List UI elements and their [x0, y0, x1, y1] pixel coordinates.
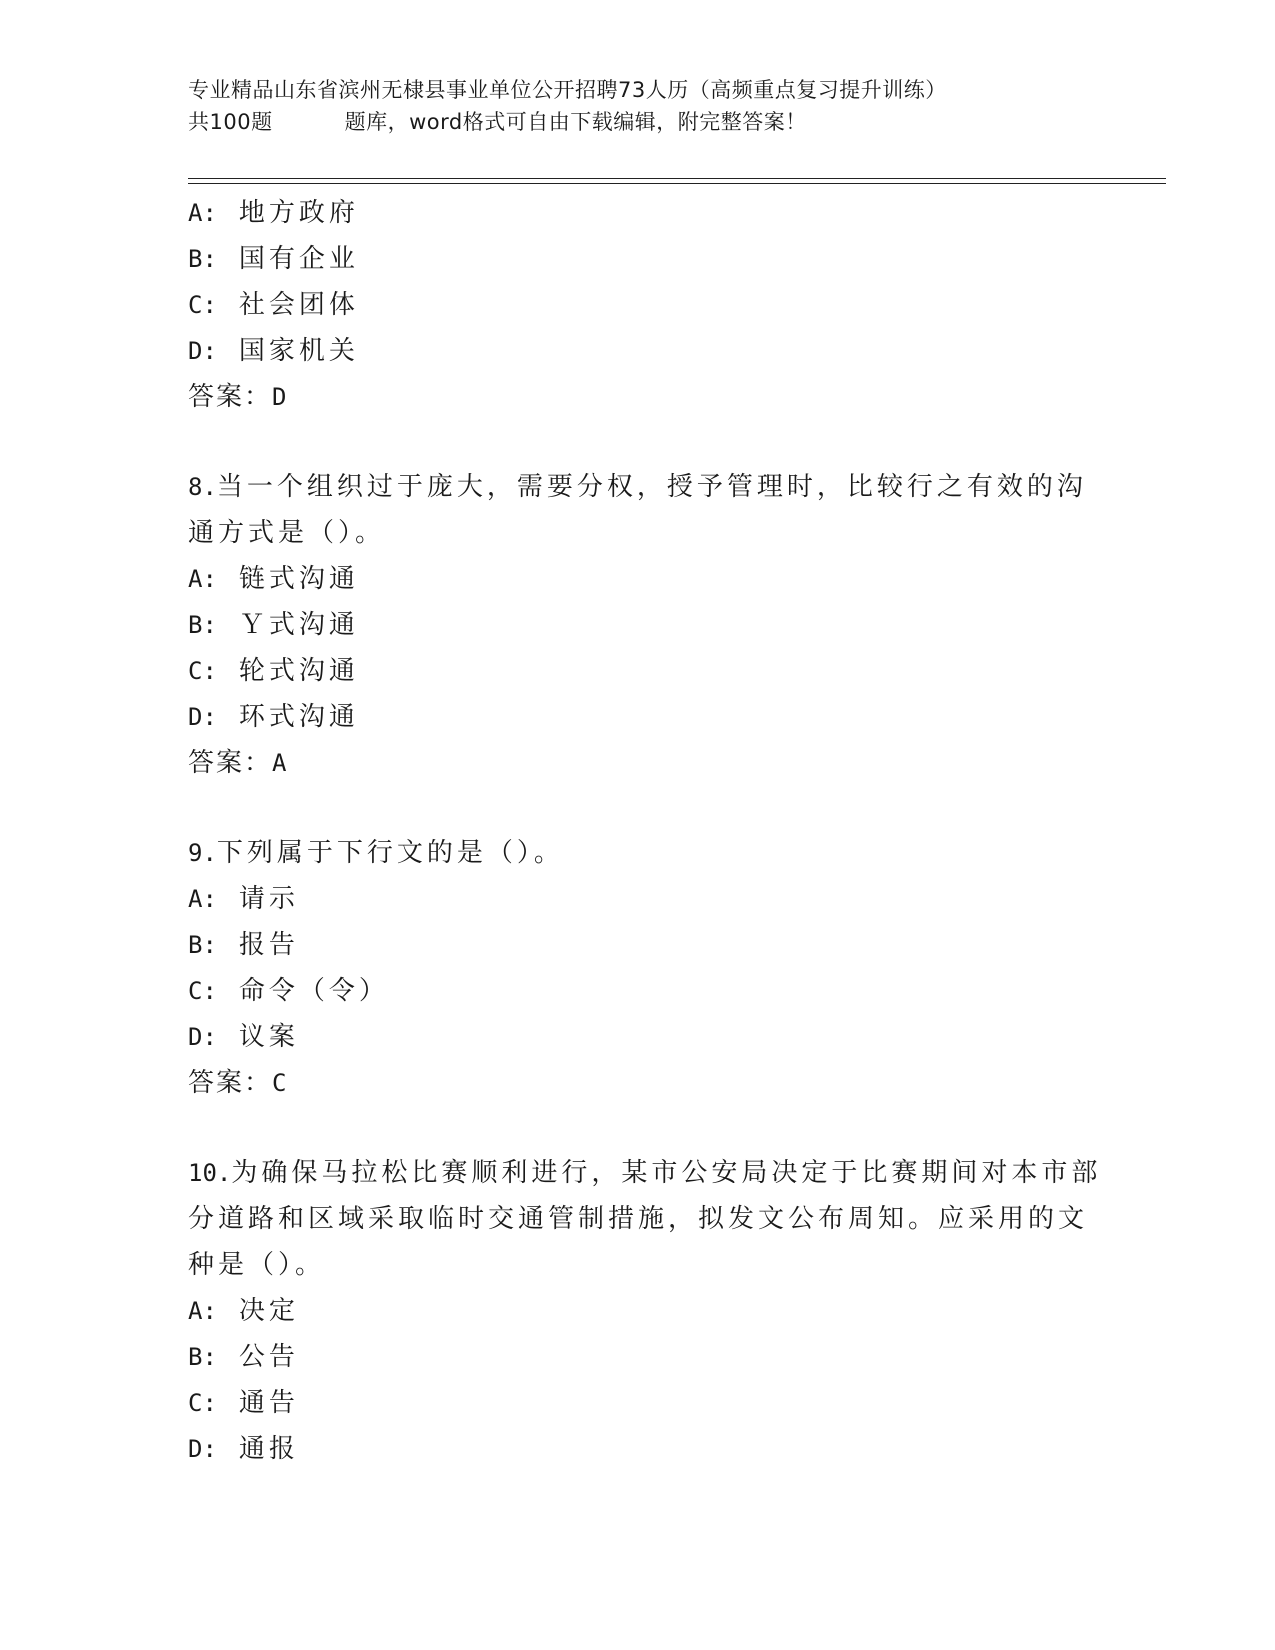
- option-letter: B:: [188, 611, 217, 639]
- answer-label: 答案：: [188, 382, 273, 412]
- option-c: [188, 968, 1088, 1014]
- header-subtitle-line: [188, 106, 1168, 138]
- option-d: [188, 328, 1088, 374]
- option-letter: A:: [188, 885, 217, 913]
- question-number: 8.: [188, 473, 217, 501]
- header-title-line: 专业精品山东省滨州无棣县事业单位公开招聘73人历（高频重点复习提升训练）: [188, 78, 947, 102]
- question-number: 10.: [188, 1159, 232, 1187]
- option-d: [188, 1014, 1088, 1060]
- answer-label: 答案：: [188, 748, 273, 778]
- answer-line: [188, 374, 1088, 420]
- option-a: [188, 876, 1088, 922]
- option-letter: C:: [188, 977, 217, 1005]
- question-number: 9.: [188, 839, 217, 867]
- option-text: 地方政府: [238, 198, 359, 228]
- option-text: Ｙ式沟通: [238, 610, 359, 640]
- option-letter: B:: [188, 1343, 217, 1371]
- answer-label: 答案：: [188, 1068, 273, 1098]
- question-stem-text: 为确保马拉松比赛顺利进行，某市公安局决定于比赛期间对本市部: [231, 1158, 1102, 1188]
- answer-line: [188, 1060, 1088, 1106]
- option-text: 通告: [238, 1388, 299, 1418]
- question-stem: [188, 464, 1088, 510]
- option-b: [188, 236, 1088, 282]
- option-a: [188, 190, 1088, 236]
- question-stem: [188, 1150, 1102, 1196]
- question-stem-continued: 分道路和区域采取临时交通管制措施，拟发文公布周知。应采用的文: [188, 1204, 1089, 1234]
- option-letter: C:: [188, 657, 217, 685]
- document-header: [188, 74, 1168, 138]
- option-text: 环式沟通: [238, 702, 359, 732]
- option-text: 链式沟通: [238, 564, 359, 594]
- header-question-count: 共100题: [188, 110, 273, 134]
- option-letter: D:: [188, 1023, 217, 1051]
- option-d: [188, 694, 1088, 740]
- option-letter: A:: [188, 1297, 217, 1325]
- option-b: [188, 602, 1088, 648]
- option-a: [188, 1288, 1088, 1334]
- question-stem-text: 下列属于下行文的是（）。: [216, 838, 564, 868]
- question-stem: [188, 830, 1088, 876]
- option-text: 国有企业: [238, 244, 359, 274]
- option-text: 轮式沟通: [238, 656, 359, 686]
- option-text: 报告: [238, 930, 299, 960]
- option-c: [188, 1380, 1088, 1426]
- option-text: 通报: [238, 1434, 299, 1464]
- option-letter: B:: [188, 931, 217, 959]
- option-letter: C:: [188, 1389, 217, 1417]
- answer-value: D: [272, 383, 289, 411]
- option-text: 决定: [238, 1296, 299, 1326]
- option-c: [188, 282, 1088, 328]
- option-d: [188, 1426, 1088, 1472]
- header-divider-top: [188, 178, 1166, 179]
- answer-line: [188, 740, 1088, 786]
- option-letter: B:: [188, 245, 217, 273]
- option-letter: D:: [188, 703, 217, 731]
- question-block-10: [188, 1150, 1102, 1472]
- option-text: 公告: [238, 1342, 299, 1372]
- question-stem-continued: 种是（）。: [188, 1250, 326, 1280]
- option-text: 议案: [238, 1022, 299, 1052]
- option-letter: A:: [188, 199, 217, 227]
- option-a: [188, 556, 1088, 602]
- option-text: 国家机关: [238, 336, 359, 366]
- option-b: [188, 1334, 1088, 1380]
- option-letter: D:: [188, 337, 217, 365]
- question-list: [188, 190, 1102, 1472]
- answer-value: A: [272, 749, 289, 777]
- question-block-9: [188, 830, 1088, 1106]
- question-block-8: [188, 464, 1088, 786]
- header-divider-bottom: [188, 183, 1166, 184]
- question-block-7: [188, 190, 1088, 420]
- option-letter: A:: [188, 565, 217, 593]
- question-stem-text: 当一个组织过于庞大，需要分权，授予管理时，比较行之有效的沟: [216, 472, 1087, 502]
- question-stem-continued: 通方式是（）。: [188, 518, 386, 548]
- header-format-note: 题库，word格式可自由下载编辑，附完整答案！: [344, 110, 807, 134]
- option-b: [188, 922, 1088, 968]
- option-letter: D:: [188, 1435, 217, 1463]
- option-letter: C:: [188, 291, 217, 319]
- option-text: 请示: [238, 884, 299, 914]
- answer-value: C: [272, 1069, 289, 1097]
- option-c: [188, 648, 1088, 694]
- option-text: 命令（令）: [238, 976, 389, 1006]
- option-text: 社会团体: [238, 290, 359, 320]
